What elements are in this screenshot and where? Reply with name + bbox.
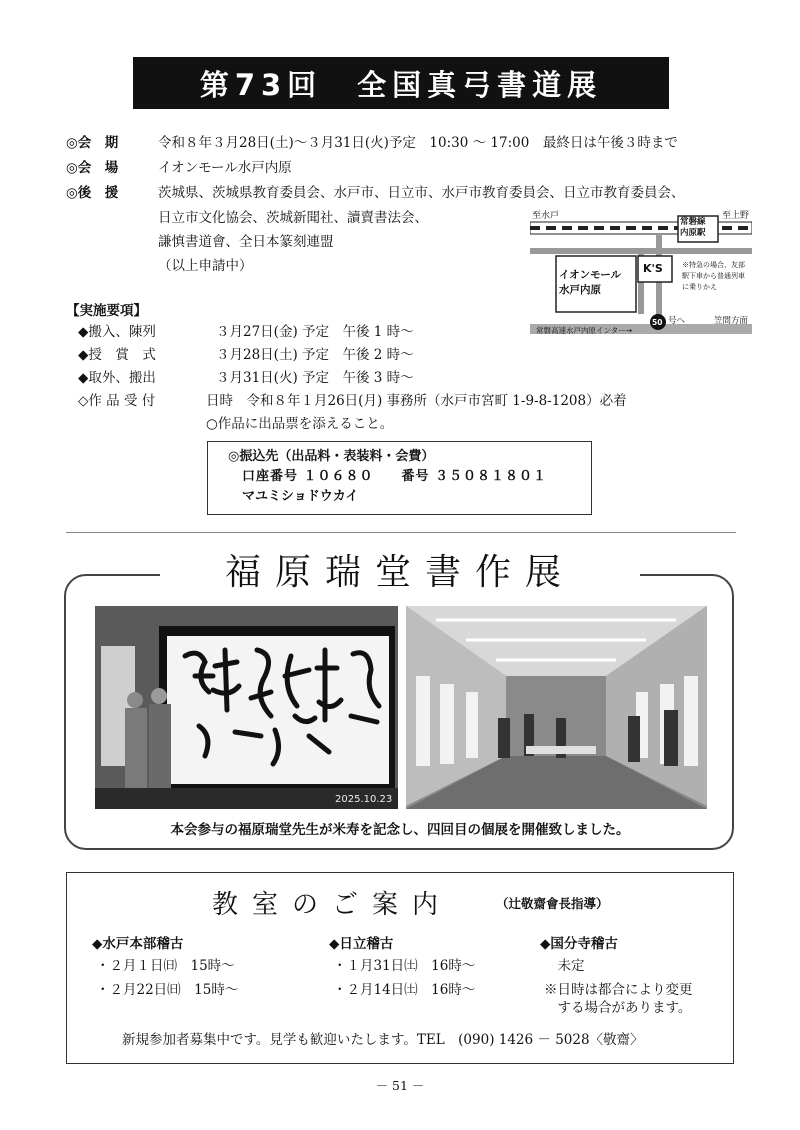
classes-subtitle: （辻敬齋會長指導） (496, 896, 609, 911)
schedule-row (78, 391, 627, 412)
info-period-label: ◎会 期 (66, 135, 119, 151)
page-number: － 51 － (375, 1078, 425, 1093)
photo-exhibition-hall (406, 606, 707, 809)
classes-footer: 新規参加者募集中です。見学も歓迎いたします。TEL (090) 1426 － 5028〈敬齋〉 (122, 1032, 644, 1048)
map-mall: イオンモール 水戸内原 (559, 269, 622, 296)
class-mito-line: ・２月１日㈰ 15時～ (96, 958, 235, 974)
map-station: 常磐線 内原駅 (680, 217, 706, 238)
info-period (66, 132, 678, 154)
class-mito-heading: ◆水戸本部稽古 (92, 936, 184, 952)
class-kokubunji-heading: ◆国分寺稽古 (540, 936, 618, 952)
photo-hall-graphic (406, 606, 707, 809)
payment-box (207, 441, 592, 515)
schedule-row (78, 368, 414, 389)
schedule-label: ◆搬入、陳列 (78, 324, 156, 340)
exhibition-title: 第73回 全国真弓書道展 (133, 57, 669, 109)
photo-calligraphy-artwork (95, 606, 398, 809)
info-venue (66, 157, 292, 179)
solo-exhibition-title: 福原瑞堂書作展 (160, 548, 640, 598)
map-to-kamine: 至上野 (722, 211, 750, 221)
access-map (530, 208, 752, 340)
info-sponsors-label: ◎後 援 (66, 185, 119, 201)
info-sponsors (66, 182, 685, 204)
photo-caption: 本会参与の福原瑞堂先生が米寿を記念し、四回目の個展を開催致しました。 (170, 822, 630, 838)
schedule-label: ◆授 賞 式 (78, 347, 156, 363)
photo-date-stamp: 2025.10.23 (335, 794, 393, 805)
schedule-value: 日時 令和８年１月26日(月) 事務所（水戸市宮町 1-9-8-1208）必着 (206, 393, 627, 409)
class-hitachi-line: ・１月31日㈯ 16時～ (333, 958, 476, 974)
class-kokubunji-line: ※日時は都合により変更 (544, 982, 693, 998)
map-ks: K'S (643, 262, 663, 275)
schedule-row (78, 345, 414, 366)
schedule-label: ◆取外、搬出 (78, 370, 156, 386)
map-note: ※特急の場合、友部駅下車から普通列車に乗りかえ (682, 261, 745, 291)
class-mito-line: ・２月22日㈰ 15時～ (96, 982, 239, 998)
info-venue-value: イオンモール水戸内原 (158, 160, 292, 176)
schedule-label: ◇作 品 受 付 (78, 393, 156, 409)
info-venue-label: ◎会 場 (66, 160, 119, 176)
submission-note: ○作品に出品票を添えること。 (206, 416, 394, 432)
map-to-mito: 至水戸 (532, 211, 560, 221)
class-kokubunji-line: 未定 (544, 958, 585, 974)
schedule-heading: 【実施要項】 (66, 303, 147, 319)
divider (66, 532, 736, 533)
schedule-value: ３月27日(金) 予定 午後 1 時～ (216, 324, 414, 340)
photo-artwork-graphic (95, 606, 398, 809)
schedule-row (78, 322, 414, 343)
schedule-value: ３月31日(火) 予定 午後 3 時～ (216, 370, 414, 386)
info-sponsors-value: 茨城県、茨城県教育委員会、水戸市、日立市、水戸市教育委員会、日立市教育委員会、 (158, 185, 685, 201)
class-hitachi-heading: ◆日立稽古 (329, 936, 394, 952)
payment-account: 口座番号 １０６８０ 番号 ３５０８１８０１ (242, 469, 548, 484)
map-route-num: 50 (652, 318, 663, 327)
payment-name: マユミショドウカイ (242, 489, 359, 504)
payment-heading: ◎振込先（出品料・表装料・会費） (228, 449, 435, 464)
sponsors-cont-2: 謙慎書道會、全日本篆刻連盟 (158, 234, 334, 250)
info-period-value: 令和８年３月28日(土)～３月31日(火)予定 10:30 ～ 17:00 最終日は午後３時まで (158, 135, 678, 151)
class-hitachi-line: ・２月14日㈯ 16時～ (333, 982, 476, 998)
map-kasama: 笠間方面 (714, 316, 749, 326)
classes-title: 教室のご案内 (212, 890, 453, 920)
class-kokubunji-line: する場合があります。 (544, 1000, 692, 1016)
sponsors-cont-3: （以上申請中） (158, 258, 253, 274)
schedule-value: ３月28日(土) 予定 午後 2 時～ (216, 347, 414, 363)
sponsors-cont-1: 日立市文化協会、茨城新聞社、讀賣書法会、 (158, 210, 428, 226)
map-route-to: 号へ (668, 316, 686, 326)
map-highway: 常磐高速水戸内原インター→ (536, 326, 632, 335)
